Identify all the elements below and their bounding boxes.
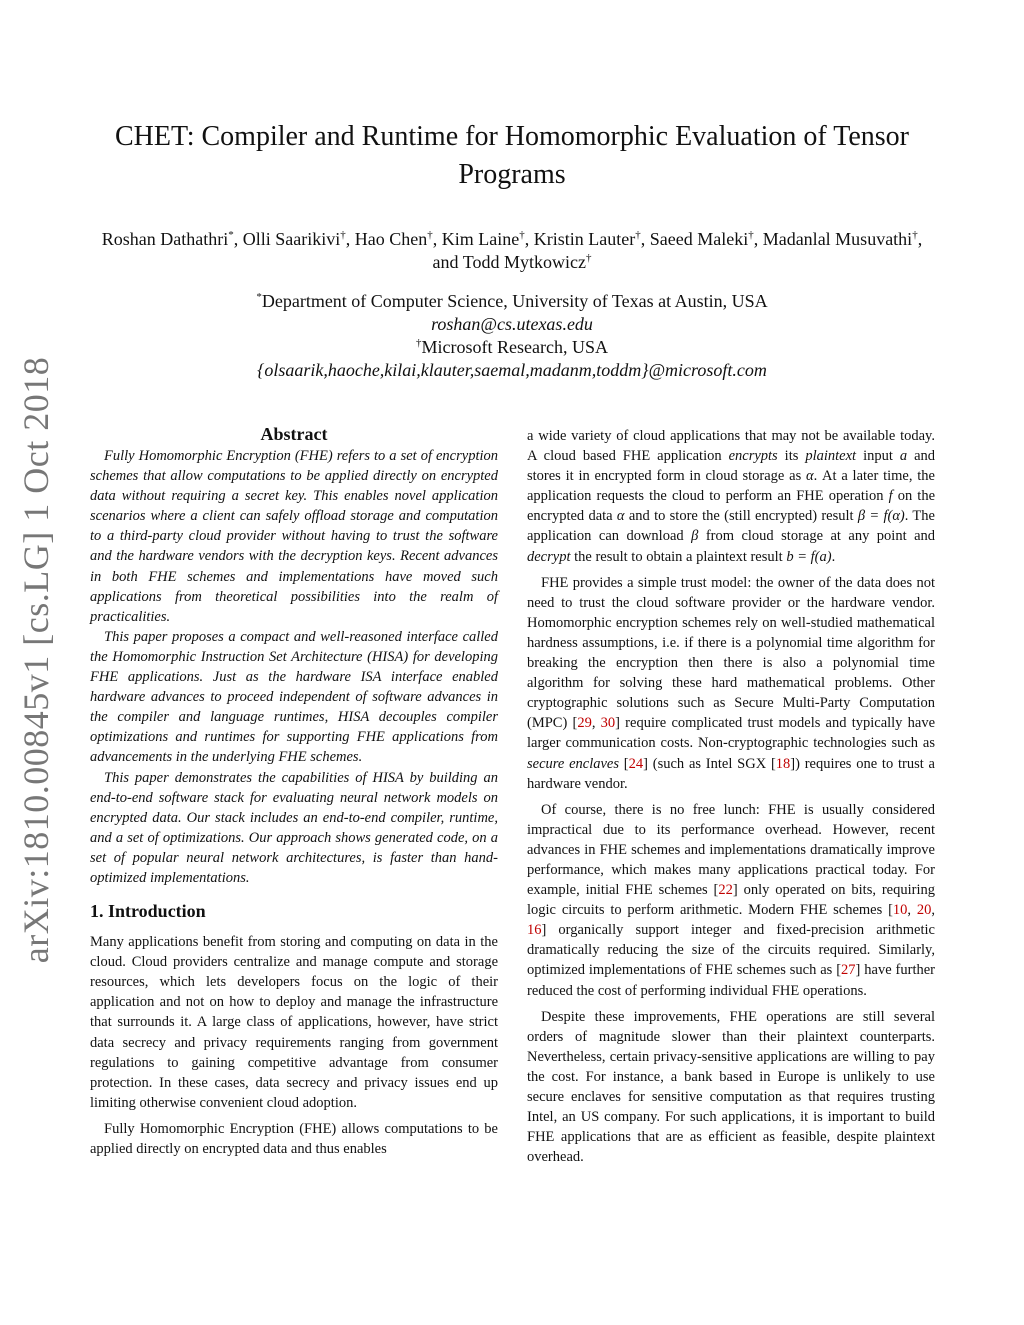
citation-link[interactable]: 18 [775, 755, 791, 772]
paper-title: CHET: Compiler and Runtime for Homomorphic Evaluation of Tensor Programs [115, 121, 909, 190]
text-run: [ [619, 755, 629, 772]
body-paragraph: Many applications benefit from storing and computing on data in the cloud. Cloud providers centralize and manage compute and storage resources, which lets developers focus on the logic of their application and not on how to deploy and manage the infrastructure that surrounds it. A large class of applications, however, have strict data secrecy and privacy requirements ranging from government regulations to gaining competitive advantage from consumer protection. In these cases, data secrecy and privacy issues end up limiting otherwise convenient cloud adoption. [90, 934, 498, 1111]
email-ms: {olsaarik,haoche,kilai,klauter,saemal,madanm,toddm}@microsoft.com [257, 360, 767, 380]
affiliation-mark: † [427, 229, 433, 241]
text-run: the result to obtain a plaintext result [570, 548, 787, 565]
section-heading-introduction: 1. Introduction [90, 901, 206, 922]
text-run: from cloud storage at any point and [698, 528, 936, 545]
math-symbol: a [899, 448, 908, 465]
citation-link[interactable]: 24 [628, 755, 644, 772]
email-ut: roshan@cs.utexas.edu [431, 314, 593, 334]
affiliation-mark: * [256, 291, 262, 303]
text-run: ] require complicated trust models and typically have larger communication costs. Non-cryptographic technologies such as [527, 715, 936, 752]
math-expression: b = f(a) [786, 548, 832, 565]
affiliation-mark: † [340, 229, 346, 241]
author-name: , and Todd Mytkowicz [432, 229, 923, 272]
affiliation-mark: † [748, 229, 754, 241]
text-run: ] only operated on bits, requiring logic circuits to perform arithmetic. Modern FHE schemes [ [527, 882, 935, 919]
text-run: . [831, 548, 836, 565]
author-name: , Olli Saarikivi [233, 229, 341, 249]
author-name: , Kristin Lauter [524, 229, 636, 249]
author-name: , Kim Laine [432, 229, 520, 249]
citation-link[interactable]: 27 [841, 962, 856, 979]
right-column [527, 426, 935, 1173]
affiliation-mark: † [635, 229, 641, 241]
arxiv-sidebar-stamp [14, 356, 58, 964]
text-run: ]) requires one to trust a hardware vendor. [527, 755, 935, 792]
citation-link[interactable]: 20 [916, 902, 932, 919]
author-name: , Madanlal Musuvathi [753, 229, 913, 249]
text-run: and stores it in encrypted form in cloud storage as [527, 448, 935, 485]
text-run: FHE provides a simple trust model: the owner of the data does not need to trust the cloud software provider or the hardware vendor. Homomorphic encryption schemes rely on well-studied mathematical hardness assumptions, i.e. if there is a polynomial time algorithm for breaking the encryption then there is also a polynomial time algorithm for solving these hard mathematical problems. Other cryptographic solutions such as Secure Multi-Party Computation (MPC) [ [527, 574, 935, 732]
math-symbol: α [616, 508, 625, 525]
text-run: and to store the (still encrypted) result [624, 508, 858, 525]
arxiv-identifier: arXiv:1810.00845v1 [cs.LG] 1 Oct 2018 [16, 356, 56, 964]
math-symbol: β [691, 528, 699, 545]
text-run: ] have further reduced the cost of performing individual FHE operations. [527, 962, 936, 999]
author-name: , Saeed Maleki [640, 229, 749, 249]
affiliation-ut [90, 290, 934, 313]
affiliation-mark: † [912, 229, 918, 241]
author-list [90, 228, 934, 274]
math-symbol: f [888, 488, 893, 505]
abstract-paragraph: This paper proposes a compact and well-reasoned interface called the Homomorphic Instruction Set Architecture (HISA) for developing FHE applications. Just as the hardware ISA interface enabled hardware advances to proceed independent of software advances in the compiler and language runtimes, HISA decouples compiler optimizations and runtimes for supporting FHE applications from advancements in the underlying FHE schemes. [90, 628, 498, 766]
affiliation-name: Department of Computer Science, University of Texas at Austin, USA [261, 291, 768, 311]
author-name: , Hao Chen [345, 229, 428, 249]
math-symbol: α [806, 468, 814, 485]
left-column [90, 424, 498, 1165]
citation-link[interactable]: 10 [892, 902, 908, 919]
text-run: , [931, 902, 935, 919]
affiliation-mark: † [416, 337, 422, 349]
abstract-paragraph: Fully Homomorphic Encryption (FHE) refers to a set of encryption schemes that allow computations to be applied directly on encrypted data without requiring a secret key. This enables novel application scenarios where a client can safely offload storage and computation to a third-party cloud provider without having to trust the software and the hardware vendors with the decryption keys. Recent advances in both FHE schemes and implementations have moved such applications from theoretical possibilities into the realm of practicalities. [90, 448, 498, 625]
text-run: on the encrypted data [527, 488, 936, 525]
affiliation-mark: † [519, 229, 525, 241]
author-name: Roshan Dathathri [101, 229, 229, 249]
emphasis: plaintext [805, 448, 857, 465]
text-run: input [856, 448, 900, 465]
text-run: , [591, 715, 601, 732]
affiliation-mark: * [228, 229, 234, 241]
emphasis: encrypts [728, 448, 778, 465]
text-run: ] organically support integer and fixed-precision arithmetic dramatically reducing the size of the circuits required. Similarly, optimized implementations of FHE schemes such as [ [527, 922, 935, 979]
text-run: , [907, 902, 917, 919]
body-paragraph [527, 573, 935, 794]
abstract-heading: Abstract [260, 424, 328, 444]
body-paragraph [527, 800, 935, 1001]
text-run: its [777, 448, 806, 465]
body-paragraph [527, 426, 935, 567]
abstract-paragraph: This paper demonstrates the capabilities of HISA by building an end-to-end software stack for evaluating neural network models on encrypted data. Our stack includes an end-to-end compiler, runtime, and a set of optimizations. Our approach shows generated code, on a set of popular neural network architectures, is faster than hand-optimized implementations. [90, 769, 498, 886]
text-run: Of course, there is no free lunch: FHE is usually considered impractical due to its performance overhead. However, recent advances in FHE schemes and implementations dramatically improve performance, which makes many applications practical today. For example, initial FHE schemes [ [527, 801, 935, 899]
citation-link[interactable]: 30 [600, 715, 616, 732]
text-run: ] (such as Intel SGX [ [643, 755, 776, 772]
affiliation-mark: † [585, 252, 592, 264]
citation-link[interactable]: 29 [577, 715, 592, 732]
text-run: . The application can download [527, 508, 935, 545]
body-paragraph: Despite these improvements, FHE operations are still several orders of magnitude slower than their plaintext counterparts. Nevertheless, certain privacy-sensitive applications are willing to pay the cost. For instance, a bank based in Europe is unlikely to use secure enclaves for sensitive computation as that requires trusting Intel, an US company. For such applications, it is important to build FHE applications that are as efficient as feasible, despite plaintext overhead. [527, 1008, 935, 1166]
citation-link[interactable]: 16 [527, 922, 542, 939]
emphasis: decrypt [527, 548, 571, 565]
emphasis: secure enclaves [527, 755, 620, 772]
affiliation-ms [90, 336, 934, 359]
math-expression: β = f(α) [857, 508, 905, 525]
citation-link[interactable]: 22 [718, 882, 733, 899]
text-run: . At a later time, the application requests the cloud to perform an FHE operation [527, 468, 935, 505]
body-paragraph: Fully Homomorphic Encryption (FHE) allows computations to be applied directly on encrypted data and thus enables [90, 1120, 498, 1157]
affiliation-name: Microsoft Research, USA [421, 337, 608, 357]
text-run: a wide variety of cloud applications that may not be available today. A cloud based FHE application [527, 428, 935, 465]
affiliations [90, 290, 934, 382]
